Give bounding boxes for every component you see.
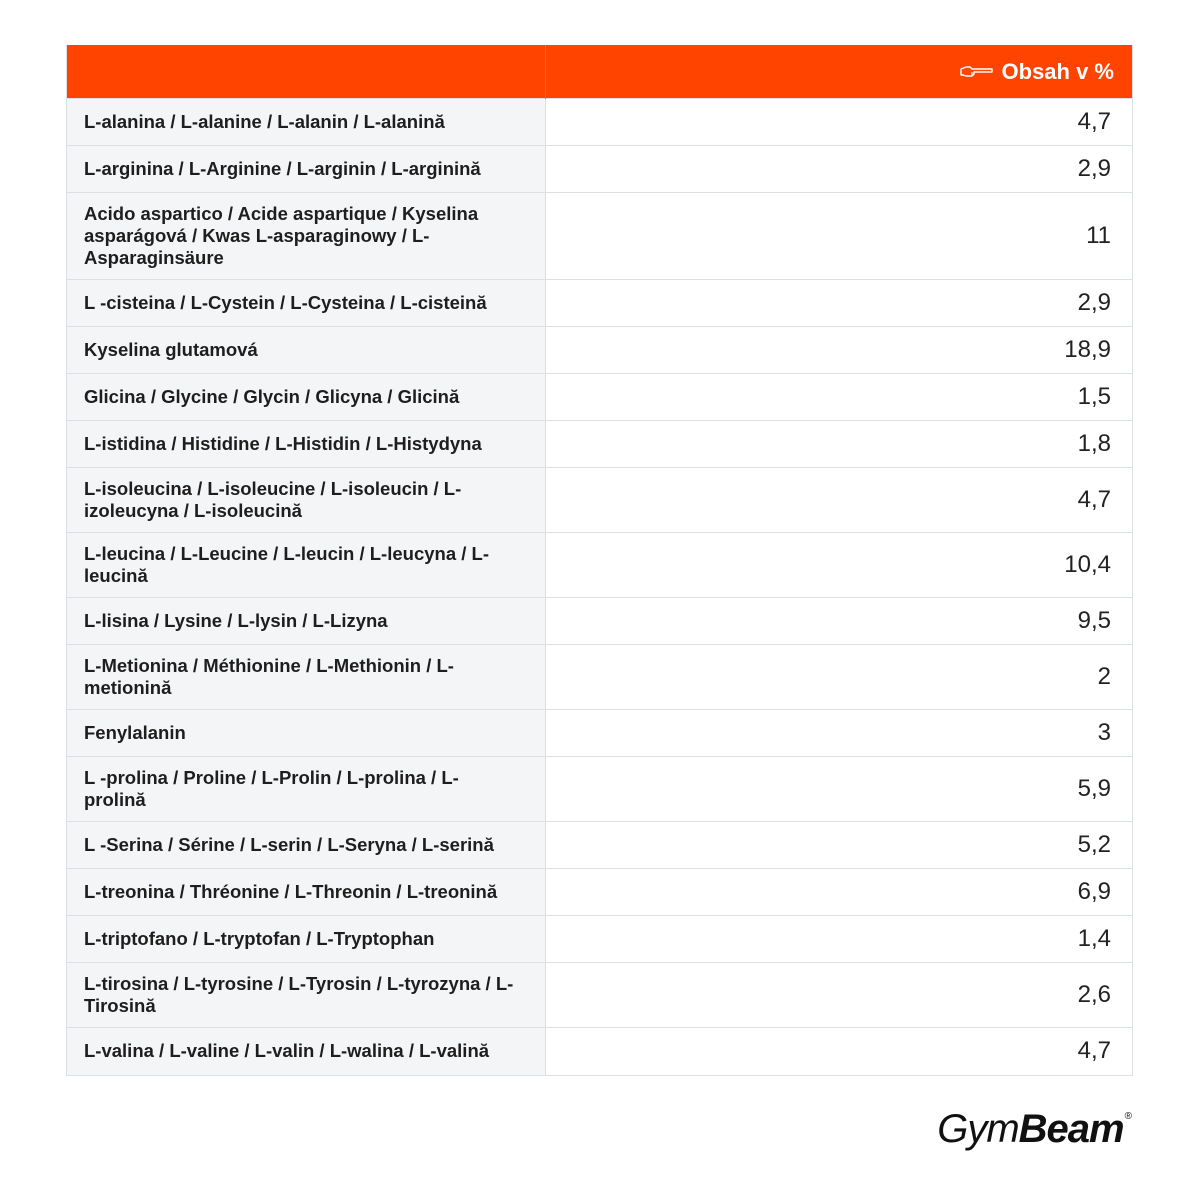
amino-acid-name: L-triptofano / L-tryptofan / L-Tryptophan xyxy=(67,916,545,963)
amino-acid-value: 4,7 xyxy=(545,1028,1132,1075)
amino-acid-name: Glicina / Glycine / Glycin / Glicyna / Glicină xyxy=(67,374,545,421)
table-row xyxy=(67,193,1132,280)
table-body xyxy=(67,99,1132,1075)
amino-acid-value: 2,9 xyxy=(545,146,1132,193)
table-row xyxy=(67,280,1132,327)
amino-acid-value: 4,7 xyxy=(545,99,1132,146)
amino-acid-value: 1,5 xyxy=(545,374,1132,421)
amino-acid-value: 5,9 xyxy=(545,757,1132,822)
gymbeam-logo xyxy=(937,1107,1132,1153)
table-row xyxy=(67,757,1132,822)
table-row xyxy=(67,327,1132,374)
registered-mark: ® xyxy=(1124,1111,1132,1122)
amino-acid-table xyxy=(66,45,1133,1076)
amino-acid-value: 2,6 xyxy=(545,963,1132,1028)
amino-acid-value: 1,4 xyxy=(545,916,1132,963)
header-name-cell xyxy=(67,45,545,99)
amino-acid-table-grid xyxy=(67,45,1132,1075)
amino-acid-name: L-valina / L-valine / L-valin / L-walina / L-valină xyxy=(67,1028,545,1075)
amino-acid-name: L-alanina / L-alanine / L-alanin / L-alanină xyxy=(67,99,545,146)
amino-acid-name: L-treonina / Thréonine / L-Threonin / L-treonină xyxy=(67,869,545,916)
table-row xyxy=(67,598,1132,645)
amino-acid-name: L-leucina / L-Leucine / L-leucin / L-leucyna / L-leucină xyxy=(67,533,545,598)
amino-acid-name: L -prolina / Proline / L-Prolin / L-prolina / L-prolină xyxy=(67,757,545,822)
table-row xyxy=(67,710,1132,757)
amino-acid-value: 9,5 xyxy=(545,598,1132,645)
amino-acid-name: L -cisteina / L-Cystein / L-Cysteina / L-cisteină xyxy=(67,280,545,327)
amino-acid-name: L-lisina / Lysine / L-lysin / L-Lizyna xyxy=(67,598,545,645)
amino-acid-value: 18,9 xyxy=(545,327,1132,374)
amino-acid-value: 4,7 xyxy=(545,468,1132,533)
header-value-cell xyxy=(545,45,1132,99)
amino-acid-value: 2 xyxy=(545,645,1132,710)
amino-acid-name: L-arginina / L-Arginine / L-arginin / L-arginină xyxy=(67,146,545,193)
amino-acid-name: L-tirosina / L-tyrosine / L-Tyrosin / L-tyrozyna / L-Tirosină xyxy=(67,963,545,1028)
amino-acid-name: L-Metionina / Méthionine / L-Methionin / L-metionină xyxy=(67,645,545,710)
table-row xyxy=(67,146,1132,193)
table-row xyxy=(67,1028,1132,1075)
header-row xyxy=(67,45,1132,99)
amino-acid-value: 1,8 xyxy=(545,421,1132,468)
table-row xyxy=(67,533,1132,598)
table-row xyxy=(67,963,1132,1028)
table-row xyxy=(67,99,1132,146)
amino-acid-name: L -Serina / Sérine / L-serin / L-Seryna / L-serină xyxy=(67,822,545,869)
table-row xyxy=(67,468,1132,533)
header-value-label: Obsah v % xyxy=(1001,58,1114,84)
amino-acid-name: L-istidina / Histidine / L-Histidin / L-Histydyna xyxy=(67,421,545,468)
amino-acid-value: 5,2 xyxy=(545,822,1132,869)
table-row xyxy=(67,822,1132,869)
table-row xyxy=(67,374,1132,421)
amino-acid-name: L-isoleucina / L-isoleucine / L-isoleucin / L-izoleucyna / L-isoleucină xyxy=(67,468,545,533)
amino-acid-value: 11 xyxy=(545,193,1132,280)
amino-acid-value: 10,4 xyxy=(545,533,1132,598)
table-header xyxy=(67,45,1132,99)
amino-acid-value: 6,9 xyxy=(545,869,1132,916)
amino-acid-value: 3 xyxy=(545,710,1132,757)
pointing-hand-icon xyxy=(960,60,994,76)
logo-text-beam: Beam xyxy=(1018,1107,1124,1151)
table-row xyxy=(67,869,1132,916)
table-row xyxy=(67,645,1132,710)
amino-acid-name: Fenylalanin xyxy=(67,710,545,757)
amino-acid-value: 2,9 xyxy=(545,280,1132,327)
logo-text-gym: Gym xyxy=(937,1107,1019,1151)
table-row xyxy=(67,421,1132,468)
amino-acid-name: Kyselina glutamová xyxy=(67,327,545,374)
amino-acid-name: Acido aspartico / Acide aspartique / Kyselina asparágová / Kwas L-asparaginowy / L-Asparaginsäure xyxy=(67,193,545,280)
table-row xyxy=(67,916,1132,963)
